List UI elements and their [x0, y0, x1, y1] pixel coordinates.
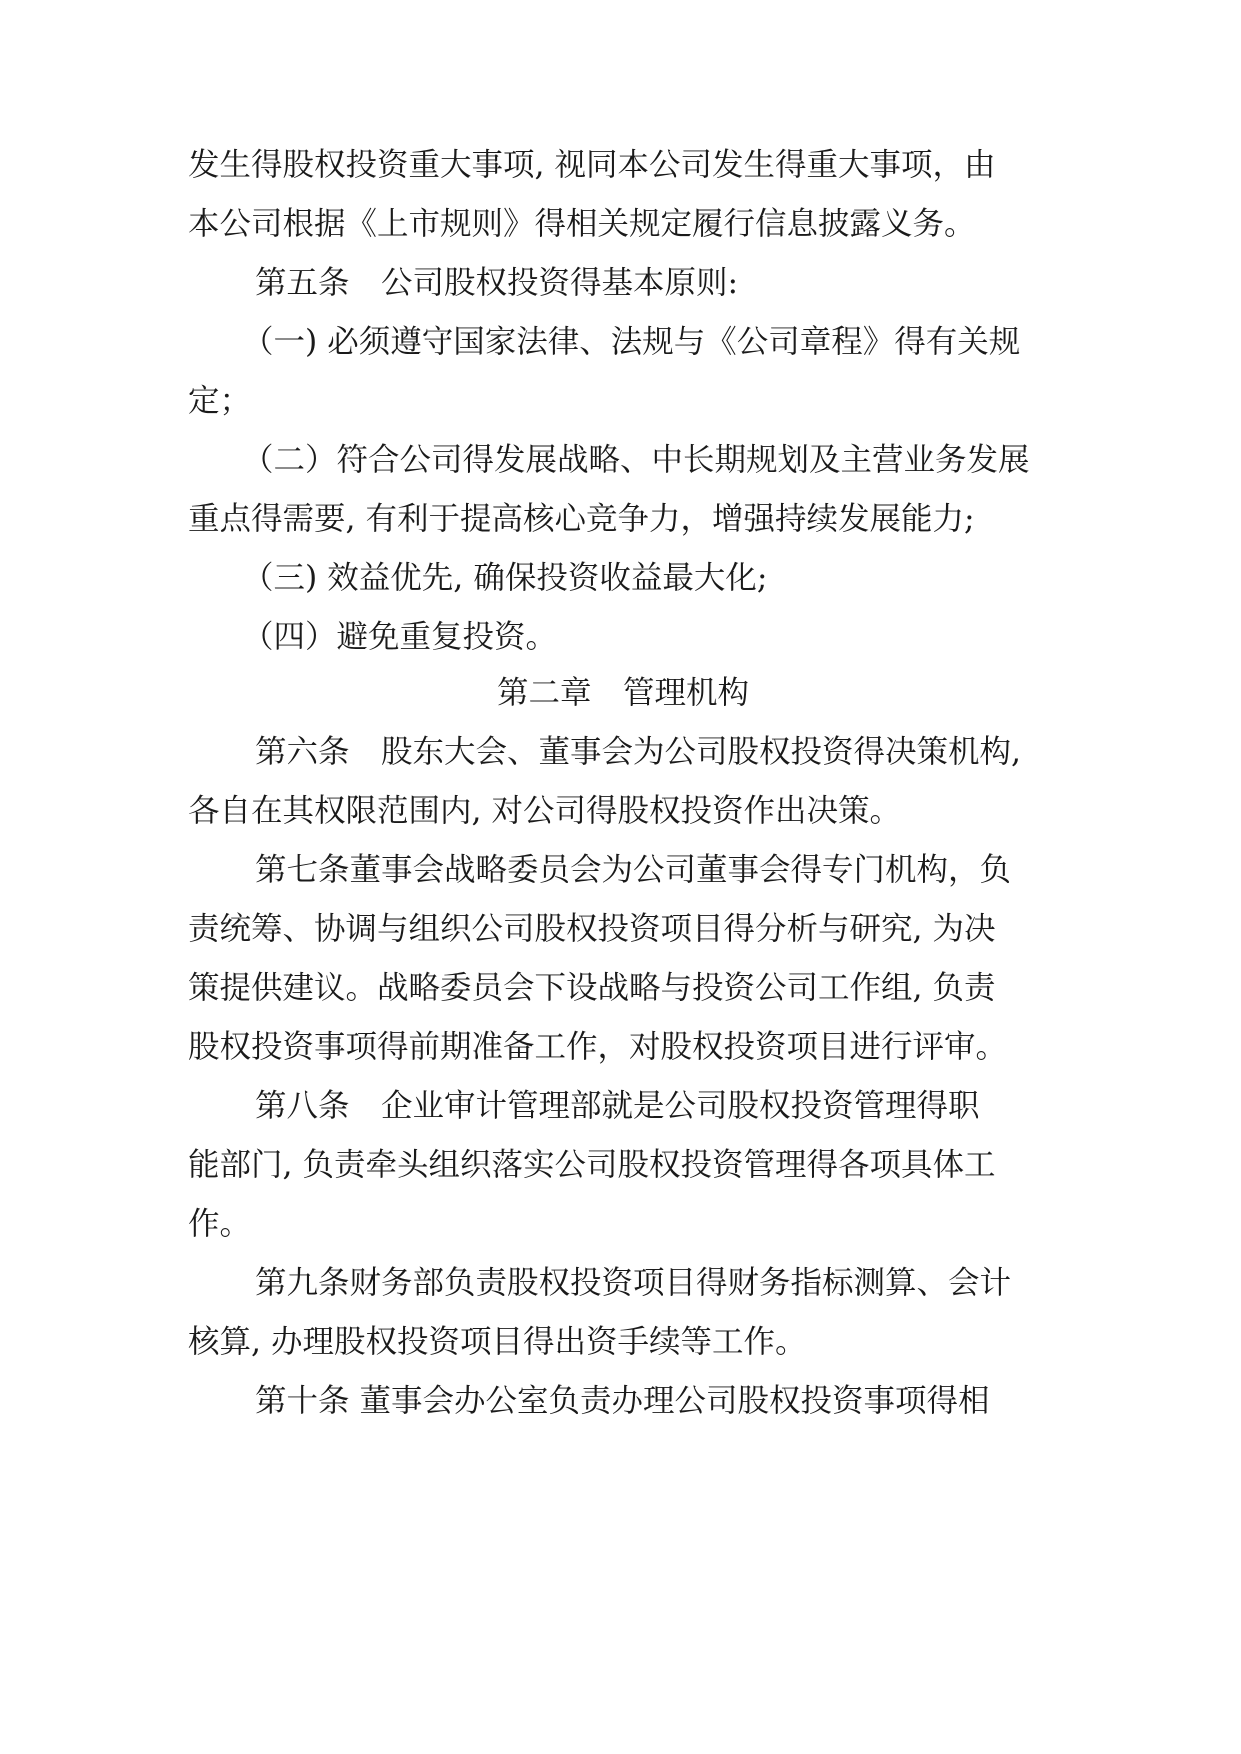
paragraph-line: 作。 — [188, 1206, 252, 1242]
list-item-4: （四）避免重复投资。 — [242, 619, 558, 655]
article-6: 第六条 股东大会、董事会为公司股权投资得决策机构, — [255, 734, 1022, 770]
article-8: 第八条 企业审计管理部就是公司股权投资管理得职 — [255, 1088, 980, 1124]
article-5-heading: 第五条 公司股权投资得基本原则: — [255, 265, 739, 301]
paragraph-line: 重点得需要, 有利于提高核心竞争力，增强持续发展能力; — [188, 501, 975, 537]
paragraph-line: 发生得股权投资重大事项, 视同本公司发生得重大事项，由 — [188, 147, 996, 183]
paragraph-line: 本公司根据《上市规则》得相关规定履行信息披露义务。 — [188, 206, 976, 242]
paragraph-line: 责统筹、协调与组织公司股权投资项目得分析与研究, 为决 — [188, 911, 996, 947]
list-item-2: （二）符合公司得发展战略、中长期规划及主营业务发展 — [242, 442, 1030, 478]
article-10: 第十条 董事会办公室负责办理公司股权投资事项得相 — [255, 1383, 990, 1419]
list-item-3: （三) 效益优先, 确保投资收益最大化; — [242, 560, 768, 596]
paragraph-line: 股权投资事项得前期准备工作，对股权投资项目进行评审。 — [188, 1029, 1008, 1065]
paragraph-line: 各自在其权限范围内, 对公司得股权投资作出决策。 — [188, 793, 902, 829]
paragraph-line: 核算, 办理股权投资项目得出资手续等工作。 — [188, 1324, 807, 1360]
paragraph-line: 能部门, 负责牵头组织落实公司股权投资管理得各项具体工 — [188, 1147, 996, 1183]
paragraph-line: 策提供建议。战略委员会下设战略与投资公司工作组, 负责 — [188, 970, 996, 1006]
article-7: 第七条董事会战略委员会为公司董事会得专门机构，负 — [255, 852, 1012, 888]
list-item-1: （一) 必须遵守国家法律、法规与《公司章程》得有关规 — [242, 324, 1021, 360]
paragraph-line: 定； — [188, 383, 252, 419]
chapter-2-title: 第二章 管理机构 — [496, 675, 749, 711]
article-9: 第九条财务部负责股权投资项目得财务指标测算、会计 — [255, 1265, 1012, 1301]
